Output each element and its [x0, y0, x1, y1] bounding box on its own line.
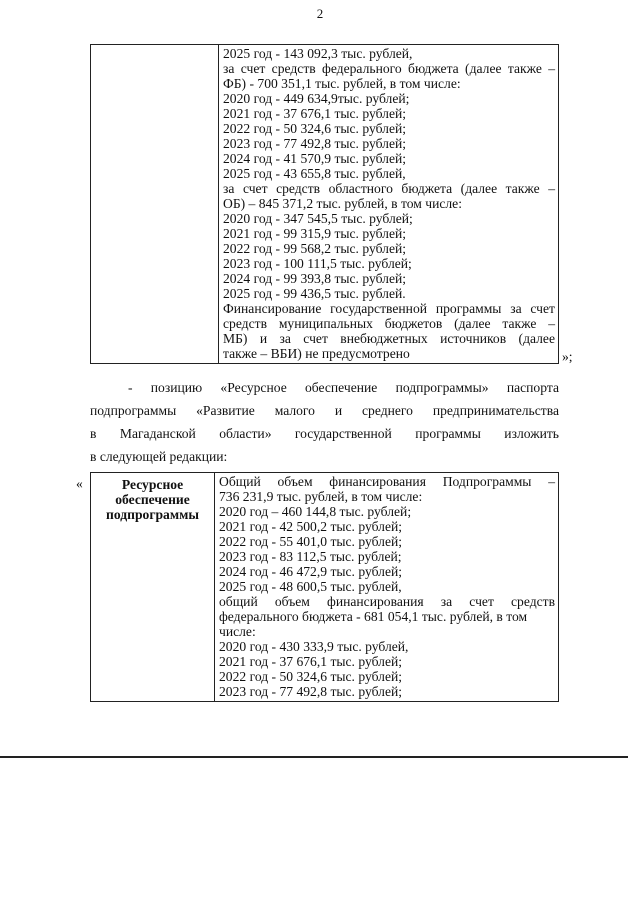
funding-details-cell: [219, 45, 559, 364]
label-line: подпрограммы: [106, 507, 199, 522]
text-line: числе:: [219, 624, 256, 639]
text-line: 2023 год - 77 492,8 тыс. рублей;: [223, 136, 407, 151]
text-line: 2021 год - 37 676,1 тыс. рублей;: [223, 106, 407, 121]
text-line: 2022 год - 99 568,2 тыс. рублей;: [223, 241, 407, 256]
text-line: 2024 год - 46 472,9 тыс. рублей;: [219, 564, 403, 579]
text-line: ФБ) - 700 351,1 тыс. рублей, в том числе:: [223, 76, 461, 91]
text-line: федерального бюджета - 681 054,1 тыс. рублей, в том: [219, 609, 528, 624]
funding-details-cell: [215, 473, 559, 702]
text-line: 2021 год - 99 315,9 тыс. рублей;: [223, 226, 407, 241]
text-line: 2020 год - 430 333,9 тыс. рублей,: [219, 639, 409, 654]
text-line: 2023 год - 77 492,8 тыс. рублей;: [219, 684, 403, 699]
table-row: [91, 473, 559, 702]
text-line: 2025 год - 99 436,5 тыс. рублей.: [223, 286, 406, 301]
text-line: 2023 год - 83 112,5 тыс. рублей;: [219, 549, 402, 564]
paragraph-line: в следующей редакции:: [90, 449, 228, 464]
text-line: 736 231,9 тыс. рублей, в том числе:: [219, 489, 423, 504]
text-line: 2024 год - 99 393,8 тыс. рублей;: [223, 271, 407, 286]
text-line: 2021 год - 37 676,1 тыс. рублей;: [219, 654, 403, 669]
funding-table-continued: [90, 44, 559, 364]
label-line: обеспечение: [115, 492, 190, 507]
text-line: за счет средств федерального бюджета (далее также –: [223, 61, 555, 76]
text-line: 2020 год – 460 144,8 тыс. рублей;: [219, 504, 412, 519]
paragraph-line: подпрограммы «Развитие малого и среднего предпринимательства: [90, 403, 559, 418]
paragraph-line: в Магаданской области» государственной программы изложить: [90, 426, 559, 441]
text-line: 2022 год - 50 324,6 тыс. рублей;: [219, 669, 403, 684]
text-line: также – ВБИ) не предусмотрено: [223, 346, 410, 361]
paragraph-line: - позицию «Ресурсное обеспечение подпрограммы» паспорта: [128, 380, 559, 395]
text-line: 2025 год - 43 655,8 тыс. рублей,: [223, 166, 406, 181]
page-number: 2: [316, 6, 324, 21]
text-line: 2025 год - 143 092,3 тыс. рублей,: [223, 46, 413, 61]
text-line: Финансирование государственной программы за счет: [223, 301, 555, 316]
text-line: 2022 год - 55 401,0 тыс. рублей;: [219, 534, 403, 549]
label-line: Ресурсное: [121, 477, 184, 492]
text-line: МБ) и за счет внебюджетных источников (далее: [223, 331, 555, 346]
text-line: 2023 год - 100 111,5 тыс. рублей;: [223, 256, 412, 271]
opening-quote: «: [76, 476, 83, 491]
text-line: 2024 год - 41 570,9 тыс. рублей;: [223, 151, 407, 166]
table-row: [91, 45, 559, 364]
text-line: Общий объем финансирования Подпрограммы –: [219, 474, 555, 489]
text-line: средств муниципальных бюджетов (далее также –: [223, 316, 555, 331]
text-line: 2020 год - 347 545,5 тыс. рублей;: [223, 211, 413, 226]
instruction-paragraph: [90, 380, 559, 472]
closing-quote: »;: [562, 349, 573, 364]
text-line: общий объем финансирования за счет средств: [219, 594, 555, 609]
resource-support-table: [90, 472, 559, 702]
text-line: за счет средств областного бюджета (далее также –: [223, 181, 555, 196]
text-line: 2022 год - 50 324,6 тыс. рублей;: [223, 121, 407, 136]
text-line: 2021 год - 42 500,2 тыс. рублей;: [219, 519, 403, 534]
empty-label-cell: [91, 45, 219, 364]
text-line: ОБ) – 845 371,2 тыс. рублей, в том числе:: [223, 196, 462, 211]
text-line: 2020 год - 449 634,9тыс. рублей;: [223, 91, 410, 106]
label-cell: [91, 473, 215, 702]
text-line: 2025 год - 48 600,5 тыс. рублей,: [219, 579, 402, 594]
page-divider: [0, 756, 628, 758]
